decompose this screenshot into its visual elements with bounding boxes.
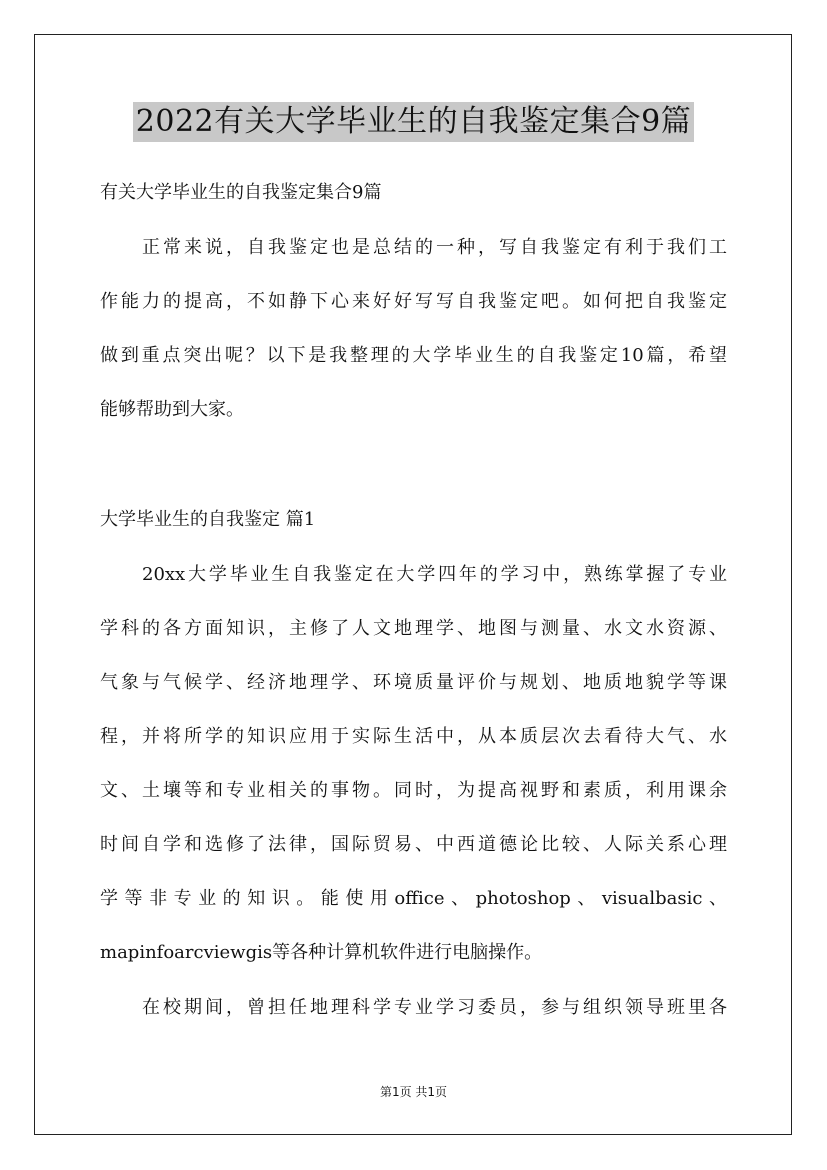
intro-line: 正常来说，自我鉴定也是总结的一种，写自我鉴定有利于我们工: [142, 237, 727, 258]
section-line: 时间自学和选修了法律，国际贸易、中西道德论比较、人际关系心理: [100, 834, 727, 855]
section-heading: 大学毕业生的自我鉴定 篇1: [100, 509, 316, 530]
document-title-wrapper: [0, 102, 827, 142]
page-number: 第1页 共1页: [379, 1085, 448, 1099]
section-line: 学科的各方面知识，主修了人文地理学、地图与测量、水文水资源、: [100, 618, 727, 639]
section-line: 文、土壤等和专业相关的事物。同时，为提高视野和素质，利用课余: [100, 780, 727, 801]
page-footer: [0, 1083, 827, 1100]
intro-line: 作能力的提高，不如静下心来好好写写自我鉴定吧。如何把自我鉴定: [100, 291, 727, 312]
section-line: 程，并将所学的知识应用于实际生活中，从本质层次去看待大气、水: [100, 726, 727, 747]
section-paragraph-start: 在校期间，曾担任地理科学专业学习委员，参与组织领导班里各: [142, 997, 727, 1018]
intro-line: 能够帮助到大家。: [100, 399, 244, 420]
section-line: 气象与气候学、经济地理学、环境质量评价与规划、地质地貌学等课: [100, 672, 727, 693]
intro-line: 做到重点突出呢？以下是我整理的大学毕业生的自我鉴定10篇，希望: [100, 345, 727, 366]
document-subtitle: 有关大学毕业生的自我鉴定集合9篇: [100, 182, 382, 203]
section-line: 学等非专业的知识。能使用office、photoshop、visualbasic、: [100, 888, 727, 909]
section-line: mapinfoarcviewgis等各种计算机软件进行电脑操作。: [100, 942, 543, 963]
document-title: 2022有关大学毕业生的自我鉴定集合9篇: [133, 102, 694, 142]
section-line: 20xx大学毕业生自我鉴定在大学四年的学习中，熟练掌握了专业: [142, 564, 727, 585]
